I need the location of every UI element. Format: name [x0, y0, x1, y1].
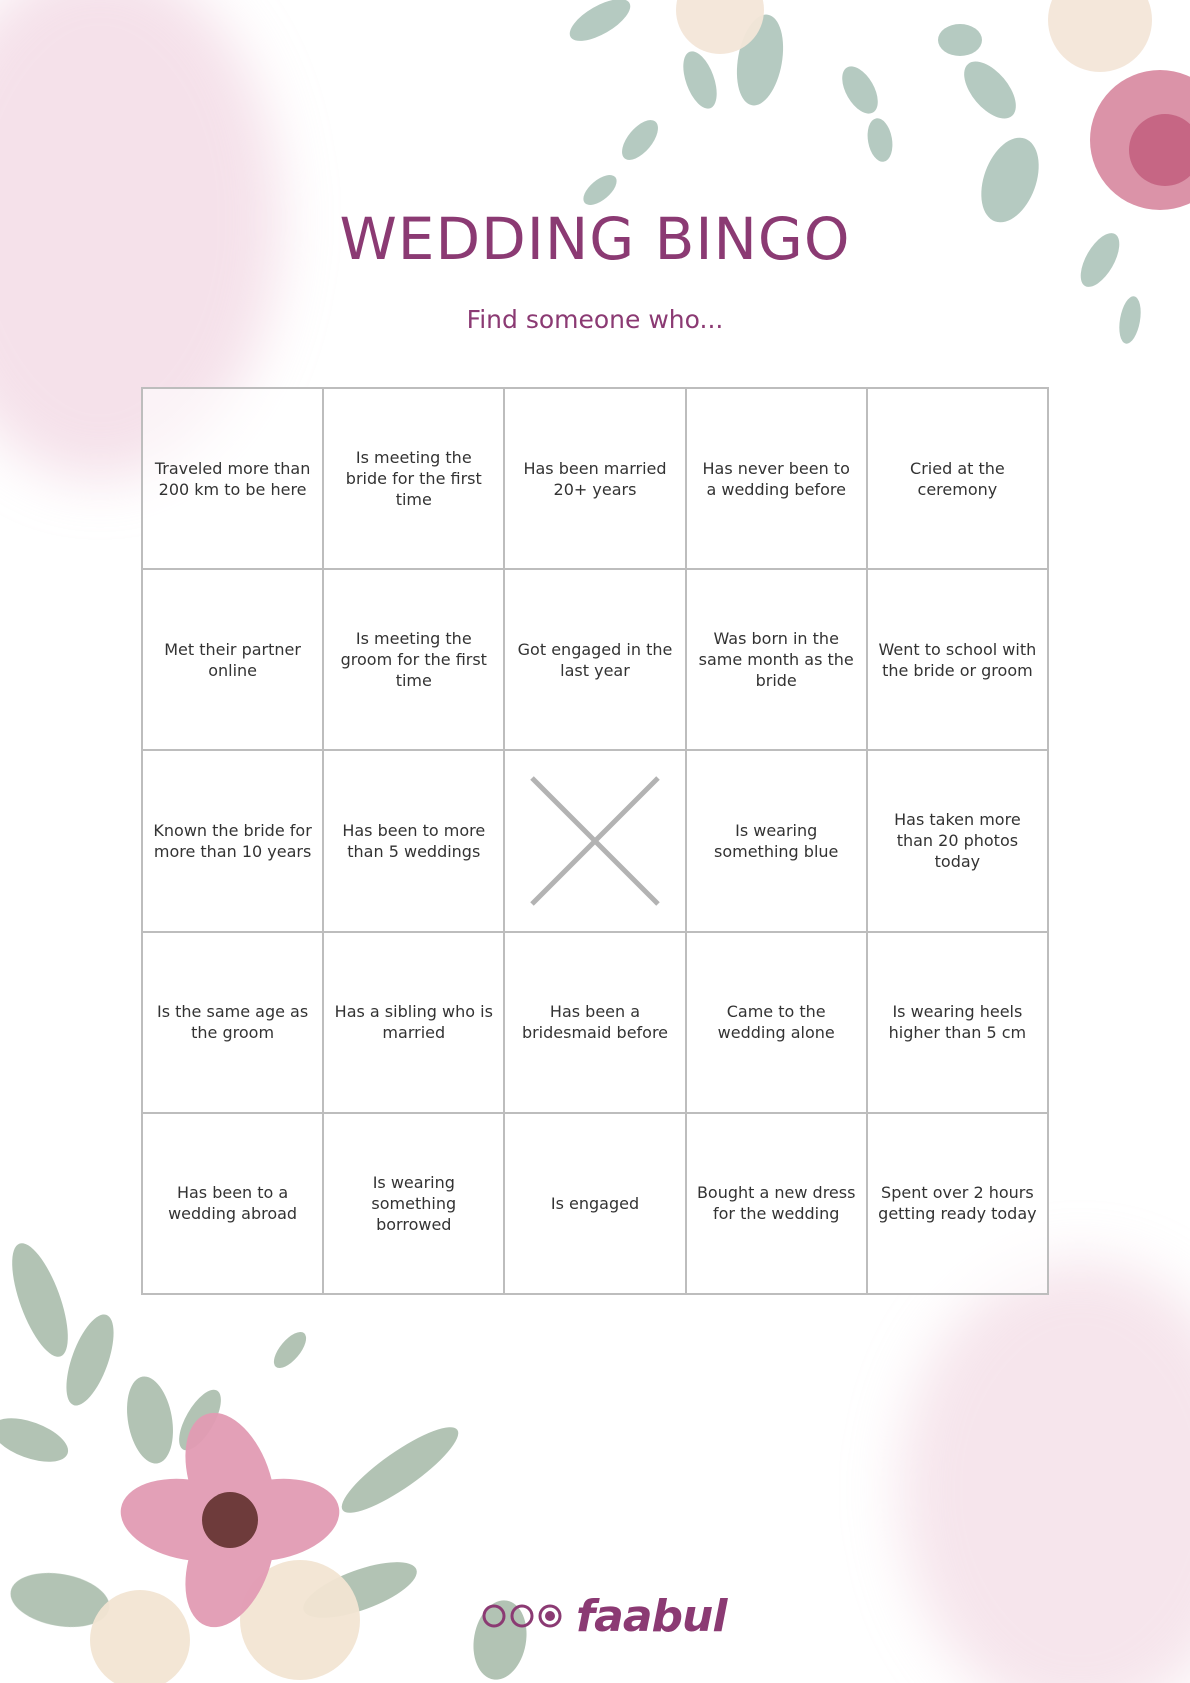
bingo-cell[interactable]: Cried at the ceremony — [868, 389, 1049, 570]
bingo-cell[interactable]: Bought a new dress for the wedding — [687, 1114, 868, 1295]
bingo-cell[interactable]: Is wearing heels higher than 5 cm — [868, 933, 1049, 1114]
bingo-free-space — [505, 751, 686, 932]
brand-name: faabul — [576, 1590, 727, 1642]
page-title: WEDDING BINGO — [339, 205, 851, 273]
bingo-cell[interactable]: Is meeting the bride for the first time — [324, 389, 505, 570]
bingo-cell[interactable]: Spent over 2 hours getting ready today — [868, 1114, 1049, 1295]
bingo-cell[interactable]: Has been a bridesmaid before — [505, 933, 686, 1114]
bingo-cell[interactable]: Has been married 20+ years — [505, 389, 686, 570]
bingo-cell[interactable]: Has taken more than 20 photos today — [868, 751, 1049, 932]
bingo-cell[interactable]: Went to school with the bride or groom — [868, 570, 1049, 751]
bingo-cell[interactable]: Traveled more than 200 km to be here — [143, 389, 324, 570]
bingo-cell[interactable]: Is the same age as the groom — [143, 933, 324, 1114]
bingo-cell[interactable]: Has been to a wedding abroad — [143, 1114, 324, 1295]
bingo-cell[interactable]: Known the bride for more than 10 years — [143, 751, 324, 932]
bingo-cell[interactable]: Met their partner online — [143, 570, 324, 751]
bingo-cell[interactable]: Is wearing something blue — [687, 751, 868, 932]
bingo-cell[interactable]: Is wearing something borrowed — [324, 1114, 505, 1295]
bingo-grid — [141, 387, 1049, 1295]
bingo-cell[interactable]: Is engaged — [505, 1114, 686, 1295]
bingo-cell[interactable]: Has a sibling who is married — [324, 933, 505, 1114]
faabul-logo[interactable] — [482, 1586, 726, 1646]
bingo-cell[interactable]: Got engaged in the last year — [505, 570, 686, 751]
three-circles-icon — [482, 1602, 562, 1630]
bingo-cell[interactable]: Has been to more than 5 weddings — [324, 751, 505, 932]
page-subtitle: Find someone who... — [466, 305, 724, 334]
bingo-cell[interactable]: Has never been to a wedding before — [687, 389, 868, 570]
bingo-cell[interactable]: Came to the wedding alone — [687, 933, 868, 1114]
bingo-cell[interactable]: Is meeting the groom for the first time — [324, 570, 505, 751]
cross-icon — [528, 774, 662, 908]
bingo-cell[interactable]: Was born in the same month as the bride — [687, 570, 868, 751]
